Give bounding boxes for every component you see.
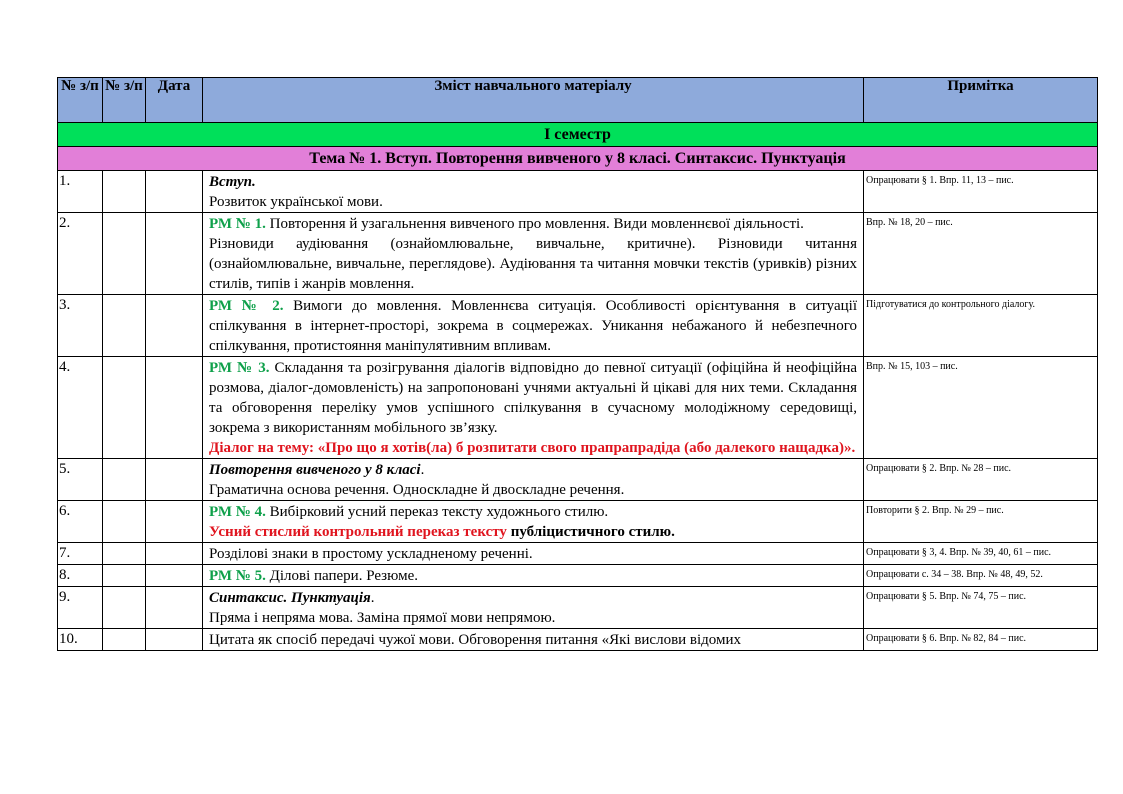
row-title-end: . [420, 462, 425, 478]
row-num-2 [103, 171, 146, 213]
table-row [58, 587, 1098, 629]
row-note: Опрацювати § 2. Впр. № 28 – пис. [864, 459, 1098, 501]
row-num-2 [103, 295, 146, 357]
row-text: Граматична основа речення. Односкладне й двоскладне речення. [209, 482, 625, 498]
table-row [58, 171, 1098, 213]
header-row [58, 78, 1098, 123]
row-highlight: Діалог на тему: «Про що я хотів(ла) б розпитати свого прапрапрадіда (або далекого нащадка)». [209, 440, 856, 456]
row-content [203, 629, 864, 651]
row-date [146, 587, 203, 629]
row-note: Опрацювати § 6. Впр. № 82, 84 – пис. [864, 629, 1098, 651]
row-text: Розвиток української мови. [209, 194, 383, 210]
row-note: Опрацювати § 5. Впр. № 74, 75 – пис. [864, 587, 1098, 629]
row-content [203, 459, 864, 501]
row-title: Вступ. [209, 174, 256, 190]
row-text: Ділові папери. Резюме. [265, 568, 419, 584]
lesson-plan-table [57, 77, 1098, 651]
row-content [203, 587, 864, 629]
row-num-2 [103, 565, 146, 587]
rm-label: РМ № 1. [209, 216, 266, 232]
row-number: 1. [58, 171, 103, 213]
row-date [146, 565, 203, 587]
topic-title: Тема № 1. Вступ. Повторення вивченого у 8 класі. Синтаксис. Пунктуація [58, 147, 1098, 171]
table-row [58, 501, 1098, 543]
row-bold-end: публіцистичного стилю. [506, 524, 675, 540]
rm-label: РМ № 2. [209, 298, 284, 314]
table-row [58, 565, 1098, 587]
row-text: Складання та розігрування діалогів відповідно до певної ситуації (офіційна й неофіційна розмова, діалог-домовленість) на запропоновані учнями актуальні й цікаві для них теми. Складання та обговорення переліку умов успішного спілкування в сучасному молодіжному середовищі, зокрема з використанням мобільного зв’язку. [209, 360, 858, 436]
row-text: Пряма і непряма мова. Заміна прямої мови непрямою. [209, 610, 556, 626]
table-row [58, 459, 1098, 501]
header-content: Зміст навчального матеріалу [203, 78, 864, 123]
row-highlight: Усний стислий контрольний переказ тексту [209, 524, 507, 540]
row-text: Вибірковий усний переказ тексту художнього стилю. [265, 504, 609, 520]
header-date: Дата [146, 78, 203, 123]
row-num-2 [103, 213, 146, 295]
row-text: Вимоги до мовлення. Мовленнєва ситуація. Особливості орієнтування в ситуації спілкування в інтернет-просторі, зокрема в соцмережах. Уникання небажаного й небезпечного спілкування, протистояння маніпулятивним впливам. [209, 298, 857, 354]
row-number: 7. [58, 543, 103, 565]
row-text: Цитата як спосіб передачі чужої мови. Обговорення питання «Які вислови відомих [209, 632, 742, 648]
row-text-2: Різновиди аудіювання (ознайомлювальне, вивчальне, критичне). Різновиди читання (ознайомлювальне, вивчальне, переглядове). Аудіювання та читання мовчки текстів (уривків) різних стилів, типів і жанрів мовлення. [209, 236, 857, 292]
rm-label: РМ № 3. [209, 360, 270, 376]
rm-label: РМ № 5. [209, 568, 266, 584]
semester-title: І семестр [58, 123, 1098, 147]
header-num-2: № з/п [103, 78, 146, 123]
row-text: Розділові знаки в простому ускладненому реченні. [209, 546, 533, 562]
row-note: Опрацювати с. 34 – 38. Впр. № 48, 49, 52. [864, 565, 1098, 587]
row-note: Впр. № 18, 20 – пис. [864, 213, 1098, 295]
row-num-2 [103, 459, 146, 501]
row-content [203, 501, 864, 543]
row-note: Опрацювати § 1. Впр. 11, 13 – пис. [864, 171, 1098, 213]
row-note: Підготуватися до контрольного діалогу. [864, 295, 1098, 357]
row-number: 3. [58, 295, 103, 357]
row-num-2 [103, 543, 146, 565]
row-date [146, 629, 203, 651]
table-row [58, 357, 1098, 459]
row-number: 2. [58, 213, 103, 295]
table-row [58, 629, 1098, 651]
row-date [146, 459, 203, 501]
row-num-2 [103, 501, 146, 543]
table-row [58, 295, 1098, 357]
table-row [58, 213, 1098, 295]
semester-row [58, 123, 1098, 147]
row-date [146, 357, 203, 459]
row-date [146, 543, 203, 565]
row-number: 9. [58, 587, 103, 629]
row-content [203, 565, 864, 587]
row-content [203, 295, 864, 357]
row-num-2 [103, 629, 146, 651]
row-number: 10. [58, 629, 103, 651]
header-note: Примітка [864, 78, 1098, 123]
row-note: Впр. № 15, 103 – пис. [864, 357, 1098, 459]
row-content [203, 543, 864, 565]
row-date [146, 501, 203, 543]
row-number: 5. [58, 459, 103, 501]
row-title: Синтаксис. Пунктуація [209, 590, 371, 606]
row-title: Повторення вивченого у 8 класі [209, 462, 421, 478]
row-content [203, 357, 864, 459]
header-num-1: № з/п [58, 78, 103, 123]
topic-row [58, 147, 1098, 171]
row-number: 6. [58, 501, 103, 543]
row-note: Повторити § 2. Впр. № 29 – пис. [864, 501, 1098, 543]
row-num-2 [103, 357, 146, 459]
row-title-end: . [370, 590, 375, 606]
rm-label: РМ № 4. [209, 504, 266, 520]
row-date [146, 295, 203, 357]
row-num-2 [103, 587, 146, 629]
row-date [146, 213, 203, 295]
row-content [203, 213, 864, 295]
row-number: 8. [58, 565, 103, 587]
row-note: Опрацювати § 3, 4. Впр. № 39, 40, 61 – пис. [864, 543, 1098, 565]
row-content [203, 171, 864, 213]
row-date [146, 171, 203, 213]
row-number: 4. [58, 357, 103, 459]
table-row [58, 543, 1098, 565]
row-text: Повторення й узагальнення вивченого про мовлення. Види мовленнєвої діяльності. [265, 216, 804, 232]
